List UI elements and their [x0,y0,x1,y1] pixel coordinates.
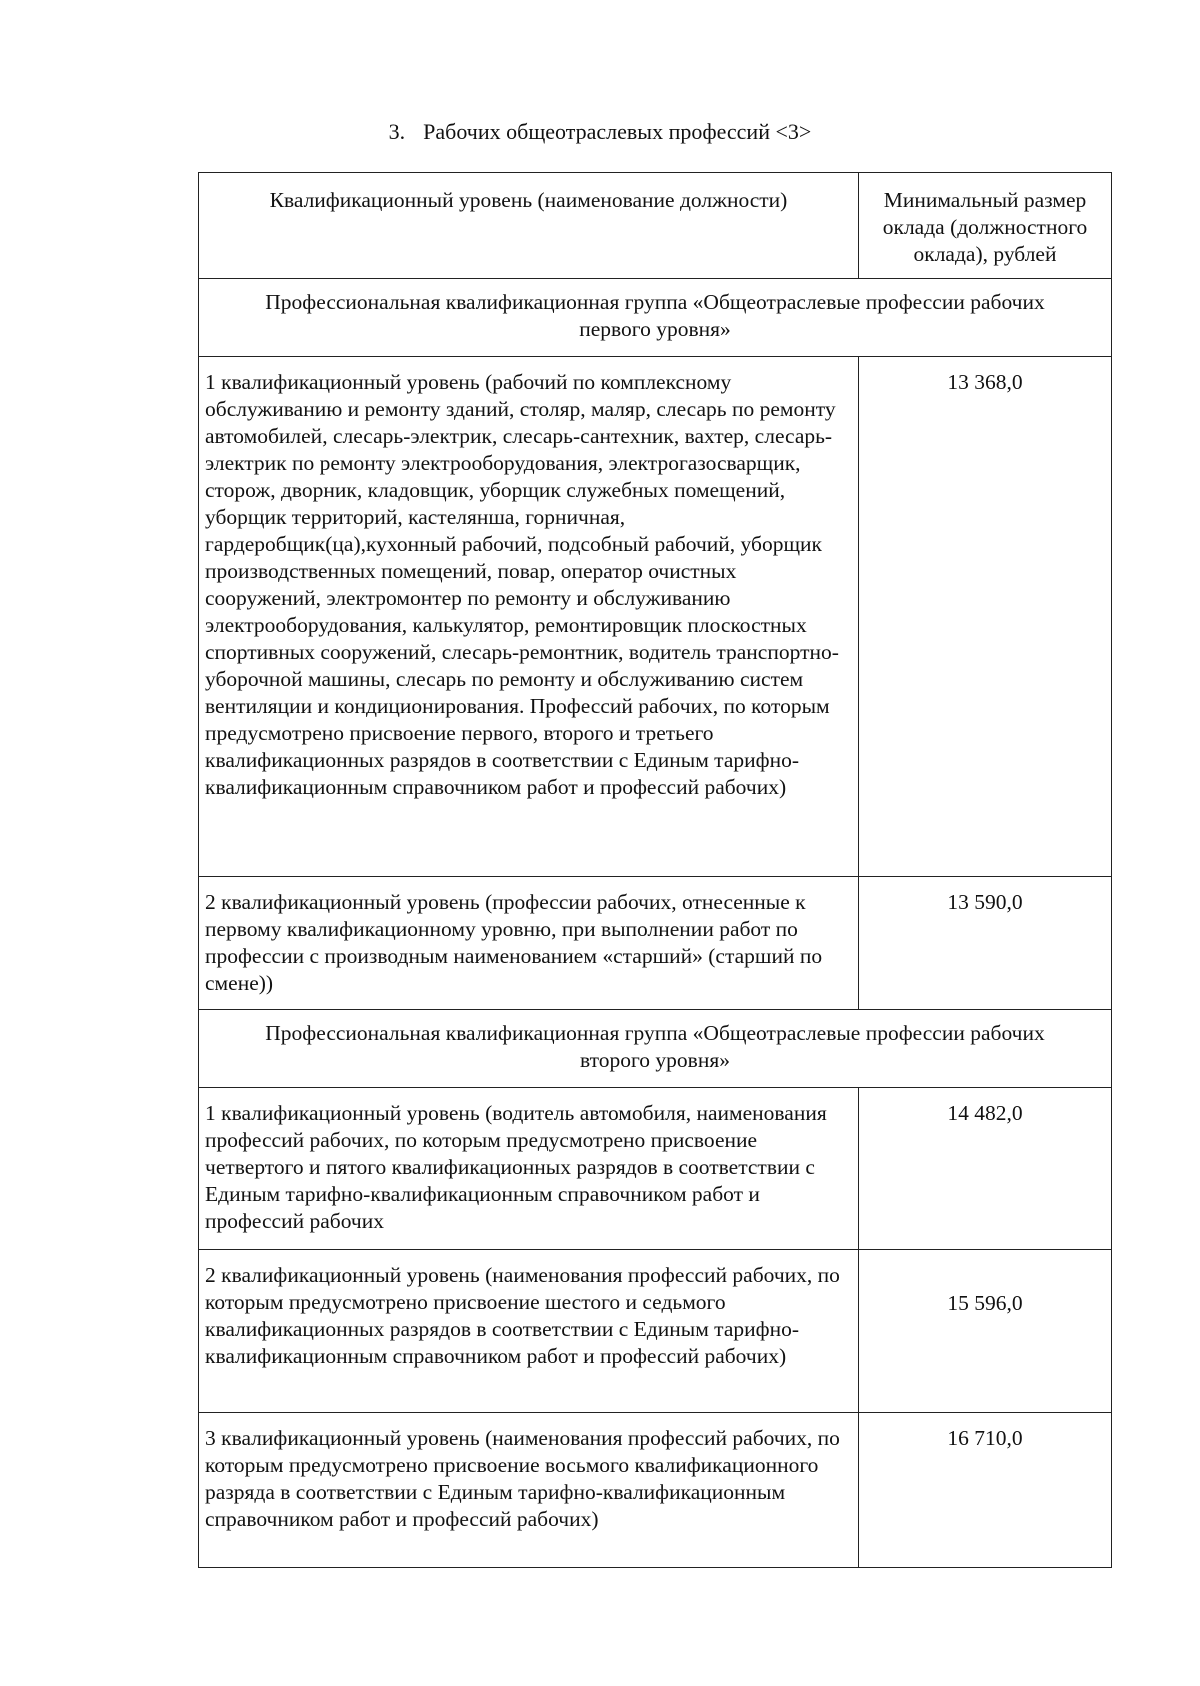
level-salary: 15 596,0 [859,1250,1112,1413]
group-title-first-level: Профессиональная квалификационная группа «Общеотраслевые профессии рабочих первого уровня» [199,279,1112,357]
group-row [199,1010,1112,1088]
table-row [199,1088,1112,1250]
group-title-second-level: Профессиональная квалификационная группа «Общеотраслевые профессии рабочих второго уровня» [199,1010,1112,1088]
level-description: 1 квалификационный уровень (водитель автомобиля, наименования профессий рабочих, по которым предусмотрено присвоение четвертого и пятого квалификационных разрядов в соответствии с Единым тарифно-квалификационным справочником работ и профессий рабочих [199,1088,859,1250]
table-row [199,1250,1112,1413]
level-salary: 13 368,0 [859,357,1112,877]
level-description: 1 квалификационный уровень (рабочий по комплексному обслуживанию и ремонту зданий, столяр, маляр, слесарь по ремонту автомобилей, слесарь-электрик, слесарь-сантехник, вахтер, слесарь-электрик по ремонту электрооборудования, электрогазосварщик, сторож, дворник, кладовщик, уборщик служебных помещений, уборщик территорий, кастелянша, горничная, гардеробщик(ца),кухонный рабочий, подсобный рабочий, уборщик производственных помещений, повар, оператор очистных сооружений, электромонтер по ремонту и обслуживанию электрооборудования, калькулятор, ремонтировщик плоскостных спортивных сооружений, слесарь-ремонтник, водитель транспортно-уборочной машины, слесарь по ремонту и обслуживанию систем вентиляции и кондиционирования. Профессий рабочих, по которым предусмотрено присвоение первого, второго и третьего квалификационных разрядов в соответствии с Единым тарифно-квалификационным справочником работ и профессий рабочих) [199,357,859,877]
level-description: 2 квалификационный уровень (наименования профессий рабочих, по которым предусмотрено присвоение шестого и седьмого квалификационных разрядов в соответствии с Единым тарифно-квалификационным справочником работ и профессий рабочих) [199,1250,859,1413]
level-salary: 14 482,0 [859,1088,1112,1250]
table-row [199,1413,1112,1568]
table-row [199,357,1112,877]
section-heading [0,118,1200,146]
level-description: 3 квалификационный уровень (наименования профессий рабочих, по которым предусмотрено присвоение восьмого квалификационного разряда в соответствии с Единым тарифно-квалификационным справочником работ и профессий рабочих) [199,1413,859,1568]
level-salary: 13 590,0 [859,877,1112,1010]
header-qualification-level: Квалификационный уровень (наименование должности) [199,173,859,279]
table-header-row [199,173,1112,279]
section-number: 3. [388,119,406,144]
salary-table [198,172,1112,1568]
section-title: Рабочих общеотраслевых профессий <3> [423,119,812,144]
table-row [199,877,1112,1010]
group-row [199,279,1112,357]
header-minimum-salary: Минимальный размер оклада (должностного оклада), рублей [859,173,1112,279]
level-salary: 16 710,0 [859,1413,1112,1568]
level-description: 2 квалификационный уровень (профессии рабочих, отнесенные к первому квалификационному уровню, при выполнении работ по профессии с производным наименованием «старший» (старший по смене)) [199,877,859,1010]
